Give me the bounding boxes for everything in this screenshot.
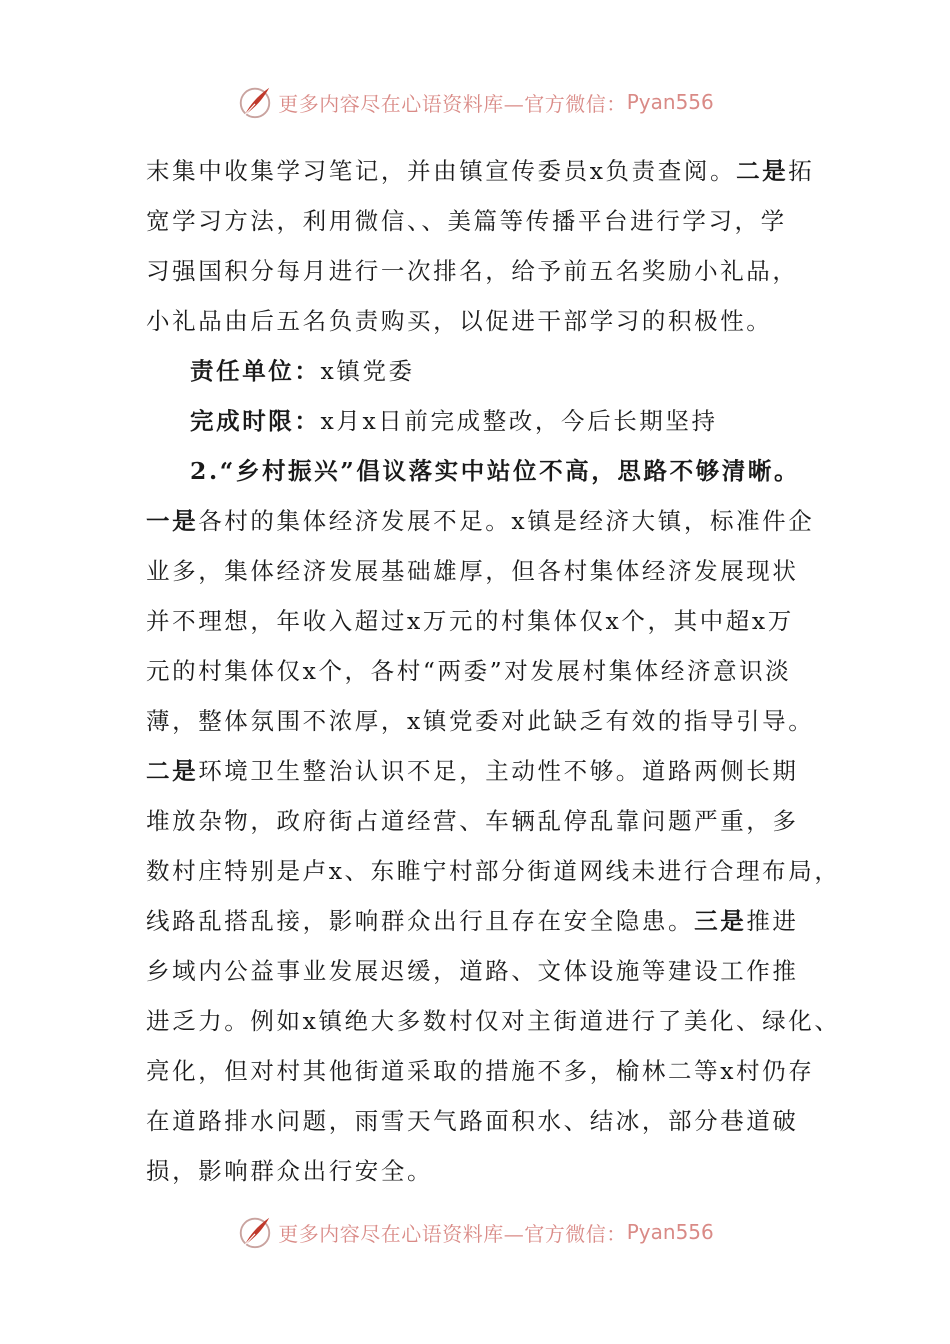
text-span: 线路乱搭乱接，影响群众出行且存在安全隐患。 — [146, 907, 695, 935]
watermark-account: Pyan556 — [626, 1220, 714, 1244]
text-line: 宽学习方法，利用微信、、美篇等传播平台进行学习，学 — [146, 207, 787, 235]
text-line: 元的村集体仅x个，各村“两委”对发展村集体经济意识淡 — [146, 657, 792, 685]
text-span: 末集中收集学习笔记，并由镇宣传委员x负责查阅。 — [146, 157, 737, 185]
text-line: 乡域内公益事业发展迟缓，道路、文体设施等建设工作推 — [146, 957, 799, 985]
bold-marker: 二是 — [736, 157, 789, 185]
text-line: 堆放杂物，政府街占道经营、车辆乱停乱靠问题严重，多 — [146, 807, 799, 835]
bold-marker: 三是 — [694, 907, 747, 935]
responsible-unit — [146, 346, 836, 396]
quill-pen-logo-icon — [236, 83, 274, 121]
text-line: 进乏力。例如x镇绝大多数村仅对主街道进行了美化、绿化、 — [146, 1007, 841, 1035]
text-span: 环境卫生整治认识不足，主动性不够。道路两侧长期 — [198, 757, 799, 785]
text-span: 各村的集体经济发展不足。x镇是经济大镇，标准件企 — [198, 507, 815, 535]
header-watermark — [0, 80, 950, 124]
quill-pen-logo-icon — [236, 1213, 274, 1251]
bold-marker: 二是 — [146, 757, 199, 785]
text-line — [146, 496, 836, 546]
deadline-value: x月x日前完成整改，今后长期坚持 — [320, 407, 718, 435]
text-line: 数村庄特别是卢x、东睢宁村部分街道网线未进行合理布局， — [146, 857, 841, 885]
text-line: 损，影响群众出行安全。 — [146, 1157, 434, 1185]
text-line — [146, 746, 836, 796]
deadline — [146, 396, 836, 446]
section-heading: 2.“乡村振兴”倡议落实中站位不高，思路不够清晰。 — [190, 457, 801, 485]
text-line: 习强国积分每月进行一次排名，给予前五名奖励小礼品， — [146, 257, 799, 285]
watermark-text: 更多内容尽在心语资料库—官方微信： — [278, 1221, 627, 1246]
text-span: 拓 — [788, 157, 815, 185]
text-line — [146, 146, 836, 196]
watermark-account: Pyan556 — [626, 90, 714, 114]
bold-marker: 一是 — [146, 507, 199, 535]
document-body — [146, 146, 841, 1196]
text-line: 薄，整体氛围不浓厚，x镇党委对此缺乏有效的指导引导。 — [146, 707, 815, 735]
text-span: 推进 — [746, 907, 799, 935]
text-line: 并不理想，年收入超过x万元的村集体仅x个，其中超x万 — [146, 607, 794, 635]
text-line: 亮化，但对村其他街道采取的措施不多，榆林二等x村仍存 — [146, 1057, 815, 1085]
responsible-value: x镇党委 — [320, 357, 415, 385]
text-line: 业多，集体经济发展基础雄厚，但各村集体经济发展现状 — [146, 557, 799, 585]
footer-watermark — [0, 1210, 950, 1254]
watermark-text: 更多内容尽在心语资料库—官方微信： — [278, 91, 627, 116]
responsible-label: 责任单位： — [190, 357, 321, 385]
text-line: 在道路排水问题，雨雪天气路面积水、结冰，部分巷道破 — [146, 1107, 799, 1135]
text-line: 小礼品由后五名负责购买，以促进干部学习的积极性。 — [146, 307, 773, 335]
deadline-label: 完成时限： — [190, 407, 321, 435]
text-line — [146, 896, 836, 946]
